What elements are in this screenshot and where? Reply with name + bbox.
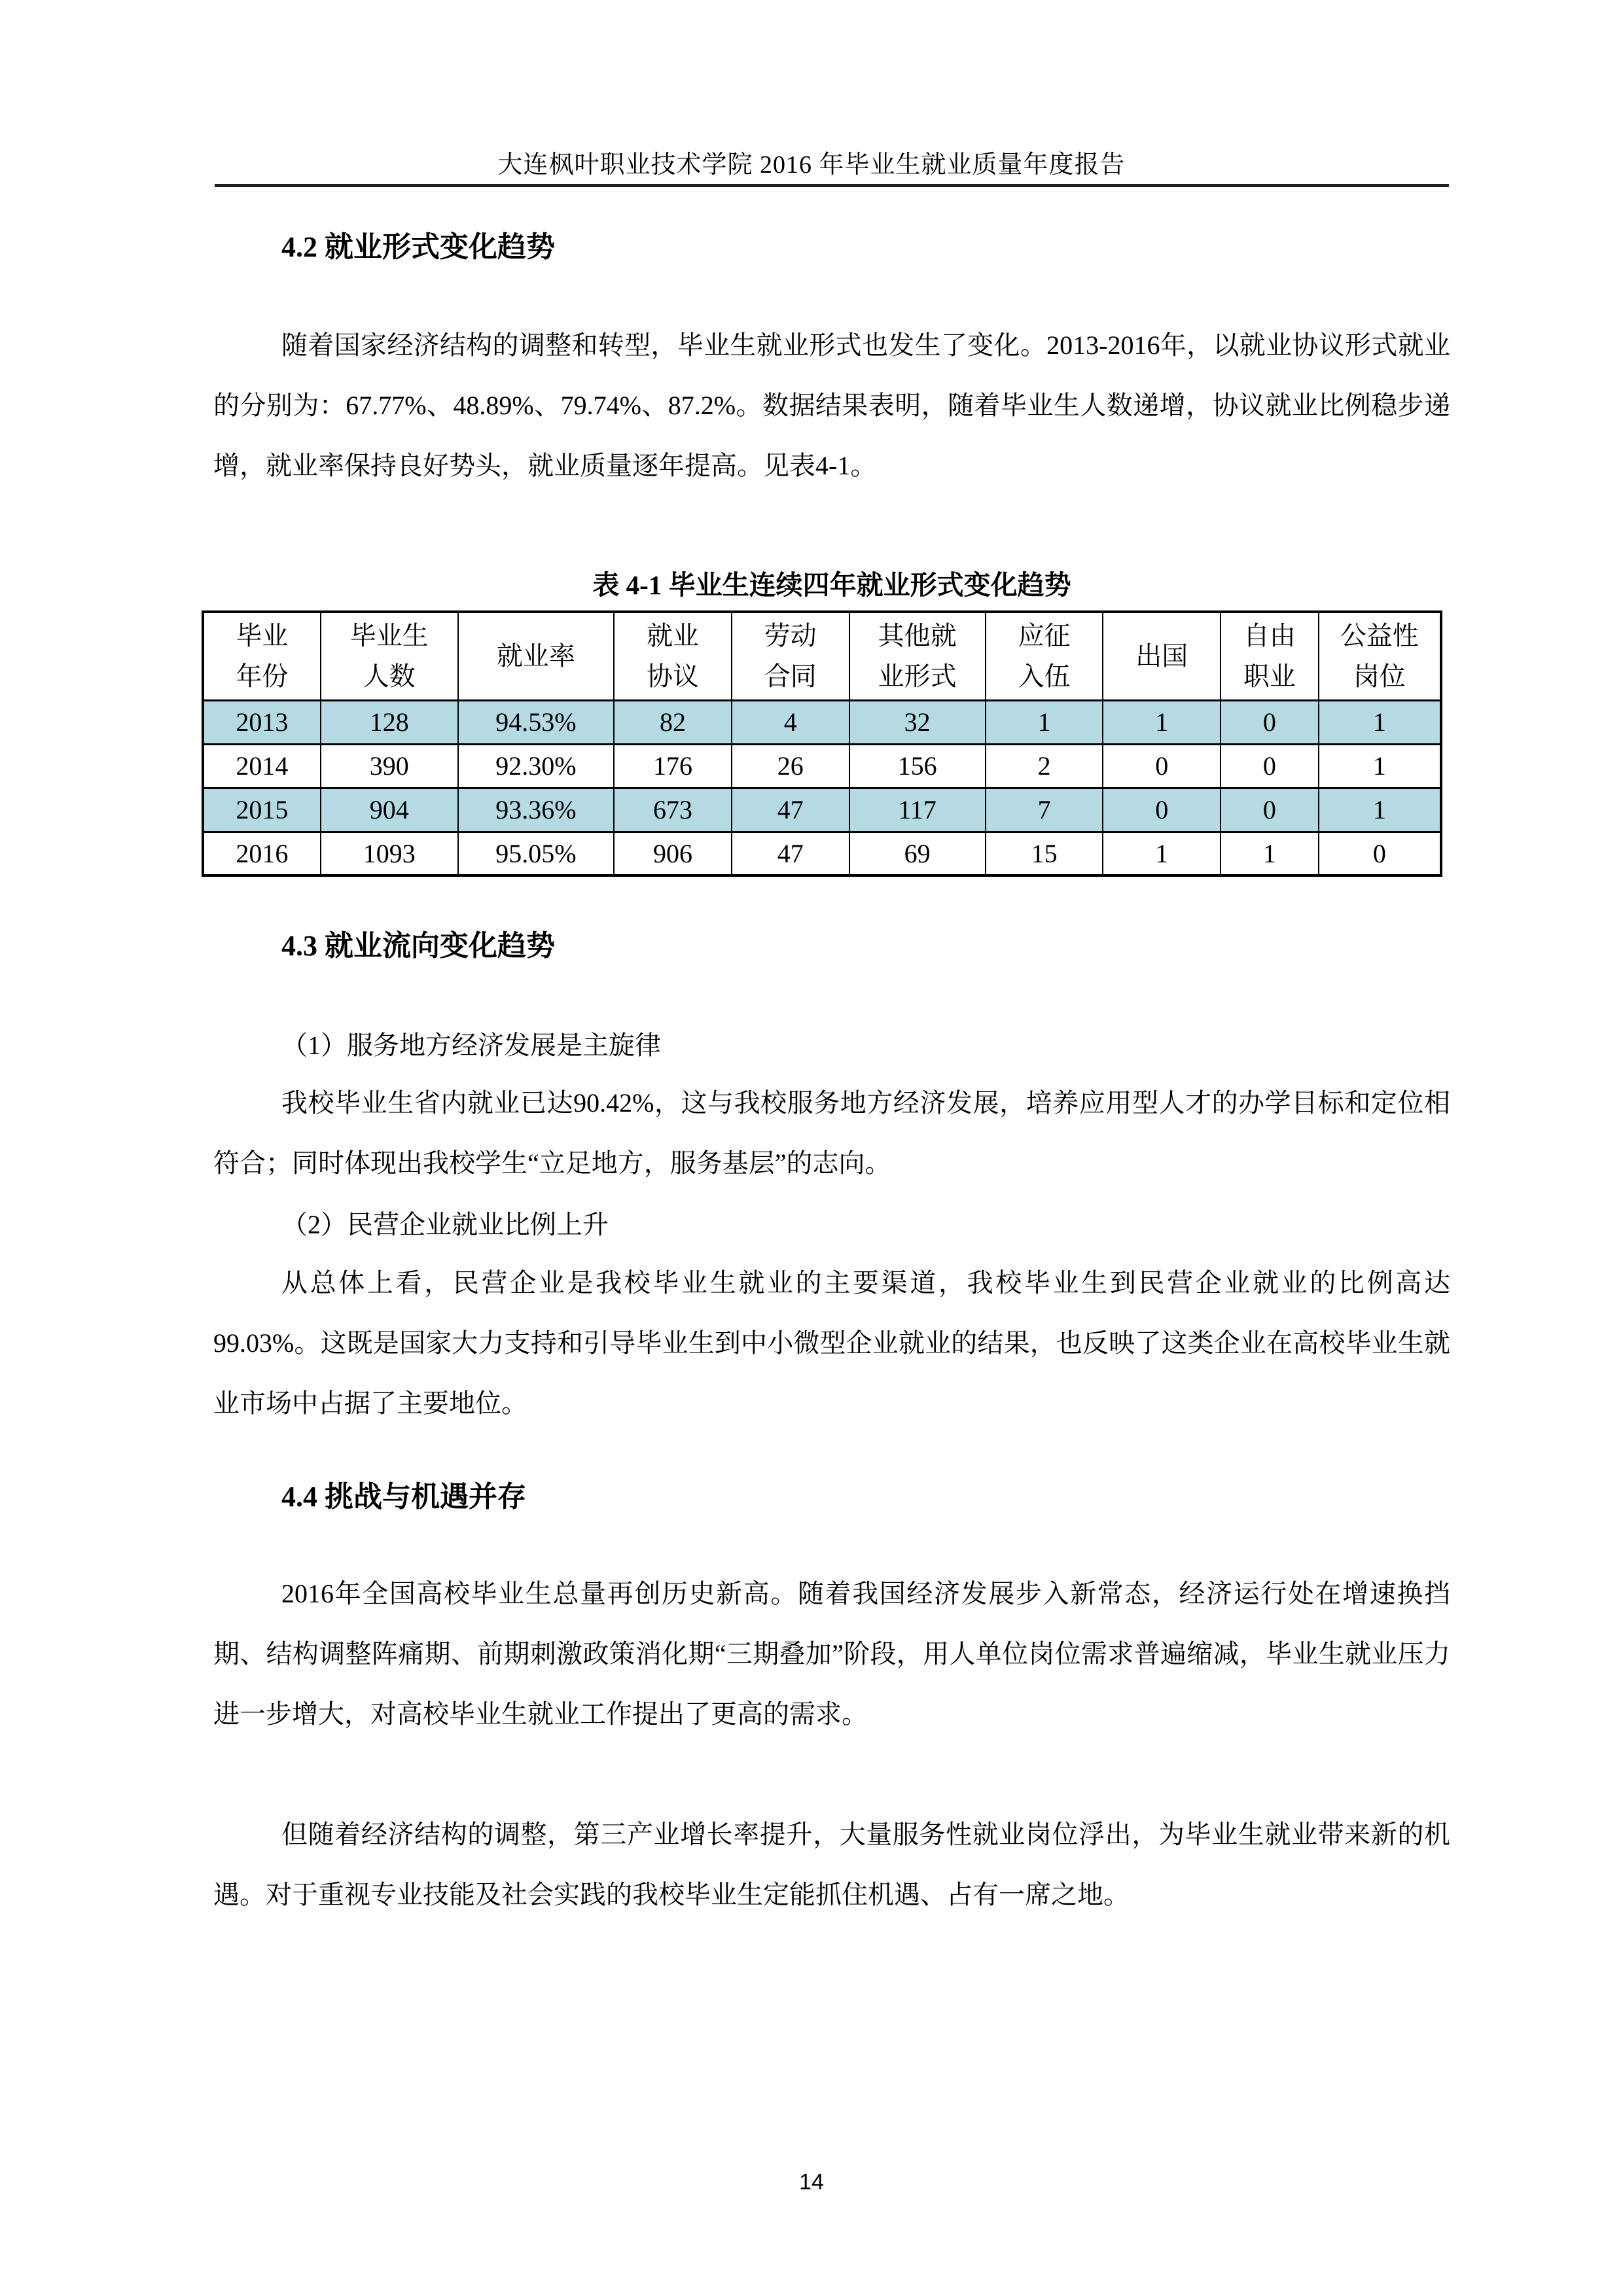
section-4-2-heading: 4.2 就业形式变化趋势 xyxy=(281,231,555,263)
table-header-cell: 毕业 年份 xyxy=(203,612,321,700)
table-header xyxy=(203,612,1441,700)
table-cell: 1 xyxy=(1103,832,1221,875)
table-cell: 4 xyxy=(732,700,849,744)
table-header-cell: 其他就 业形式 xyxy=(849,612,986,700)
table-cell: 1 xyxy=(1103,700,1221,744)
table-cell: 176 xyxy=(614,744,732,788)
table-cell: 0 xyxy=(1319,832,1441,875)
table-cell: 93.36% xyxy=(458,788,614,832)
table-cell: 390 xyxy=(321,744,458,788)
table-header-cell: 应征 入伍 xyxy=(986,612,1103,700)
table-cell: 2014 xyxy=(203,744,321,788)
table-cell: 673 xyxy=(614,788,732,832)
table-cell: 32 xyxy=(849,700,986,744)
table-header-row xyxy=(203,612,1441,700)
section-4-3-heading: 4.3 就业流向变化趋势 xyxy=(281,930,555,962)
table-cell: 1 xyxy=(1319,744,1441,788)
table-cell: 0 xyxy=(1103,788,1221,832)
table-cell: 0 xyxy=(1221,700,1318,744)
table-cell: 2016 xyxy=(203,832,321,875)
table-cell: 69 xyxy=(849,832,986,875)
table-cell: 47 xyxy=(732,832,849,875)
table-cell: 0 xyxy=(1221,744,1318,788)
table-cell: 0 xyxy=(1103,744,1221,788)
table-cell: 117 xyxy=(849,788,986,832)
table-row xyxy=(203,744,1441,788)
table-cell: 2015 xyxy=(203,788,321,832)
section-4-4-paragraph-2: 但随着经济结构的调整，第三产业增长率提升，大量服务性就业岗位浮出，为毕业生就业带来新的机遇。对于重视专业技能及社会实践的我校毕业生定能抓住机遇、占有一席之地。 xyxy=(213,1820,1450,1909)
table-header-cell: 出国 xyxy=(1103,612,1221,700)
table-cell: 1 xyxy=(986,700,1103,744)
table-cell: 7 xyxy=(986,788,1103,832)
table-cell: 0 xyxy=(1221,788,1318,832)
table-cell: 128 xyxy=(321,700,458,744)
table-cell: 904 xyxy=(321,788,458,832)
page-header-rule xyxy=(215,184,1449,187)
table-cell: 1093 xyxy=(321,832,458,875)
employment-trend-table xyxy=(202,610,1442,877)
table-cell: 1 xyxy=(1319,788,1441,832)
section-4-3-subheading-2: （2）民营企业就业比例上升 xyxy=(281,1210,609,1239)
table-row xyxy=(203,788,1441,832)
table-cell: 26 xyxy=(732,744,849,788)
table-cell: 1 xyxy=(1319,700,1441,744)
section-4-3-subheading-1: （1）服务地方经济发展是主旋律 xyxy=(281,1031,661,1060)
table-cell: 47 xyxy=(732,788,849,832)
section-4-4-heading: 4.4 挑战与机遇并存 xyxy=(281,1481,526,1513)
table-header-cell: 自由 职业 xyxy=(1221,612,1318,700)
table-header-cell: 劳动 合同 xyxy=(732,612,849,700)
table-cell: 94.53% xyxy=(458,700,614,744)
table-body xyxy=(203,700,1441,875)
table-cell: 95.05% xyxy=(458,832,614,875)
page-header-title: 大连枫叶职业技术学院 2016 年毕业生就业质量年度报告 xyxy=(497,151,1126,179)
section-4-4-paragraph-1: 2016年全国高校毕业生总量再创历史新高。随着我国经济发展步入新常态，经济运行处在增速换挡期、结构调整阵痛期、前期刺激政策消化期“三期叠加”阶段，用人单位岗位需求普遍缩减，毕业生就业压力进一步增大，对高校毕业生就业工作提出了更高的需求。 xyxy=(213,1579,1450,1729)
table-row xyxy=(203,832,1441,875)
table-cell: 92.30% xyxy=(458,744,614,788)
table-cell: 156 xyxy=(849,744,986,788)
table-header-cell: 就业率 xyxy=(458,612,614,700)
table-cell: 2 xyxy=(986,744,1103,788)
table-row xyxy=(203,700,1441,744)
table-cell: 82 xyxy=(614,700,732,744)
section-4-2-paragraph: 随着国家经济结构的调整和转型，毕业生就业形式也发生了变化。2013-2016年，以就业协议形式就业的分别为：67.77%、48.89%、79.74%、87.2%。数据结果表明，随着毕业生人数递增，协议就业比例稳步递增，就业率保持良好势头，就业质量逐年提高。见表4-1。 xyxy=(213,330,1450,480)
table-header-cell: 就业 协议 xyxy=(614,612,732,700)
section-4-3-paragraph-2: 从总体上看，民营企业是我校毕业生就业的主要渠道，我校毕业生到民营企业就业的比例高达 99.03%。这既是国家大力支持和引导毕业生到中小微型企业就业的结果，也反映了这类企业在高校毕业生就业市场中占据了主要地位。 xyxy=(213,1268,1450,1418)
table-header-cell: 毕业生 人数 xyxy=(321,612,458,700)
table-cell: 1 xyxy=(1221,832,1318,875)
page-number: 14 xyxy=(799,2170,824,2195)
table-cell: 2013 xyxy=(203,700,321,744)
table-header-cell: 公益性 岗位 xyxy=(1319,612,1441,700)
table-cell: 906 xyxy=(614,832,732,875)
table-cell: 15 xyxy=(986,832,1103,875)
table-caption: 表 4-1 毕业生连续四年就业形式变化趋势 xyxy=(592,570,1071,600)
section-4-3-paragraph-1: 我校毕业生省内就业已达90.42%，这与我校服务地方经济发展，培养应用型人才的办学目标和定位相符合；同时体现出我校学生“立足地方，服务基层”的志向。 xyxy=(213,1088,1450,1178)
